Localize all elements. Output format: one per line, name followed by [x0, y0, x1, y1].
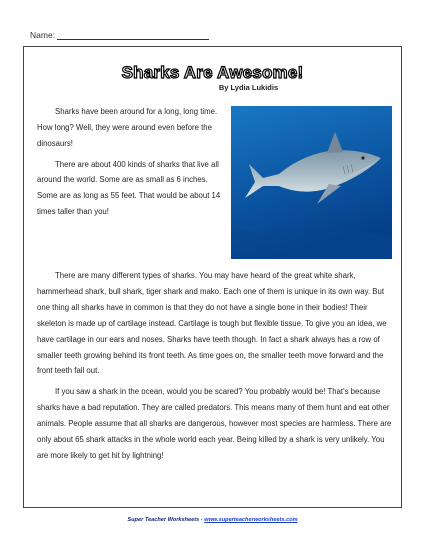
byline: By Lydia Lukidis	[218, 83, 279, 92]
shark-image	[231, 106, 392, 259]
footer-separator: -	[199, 517, 205, 523]
worksheet-frame	[23, 46, 402, 508]
page-title: Sharks Are Awesome!	[121, 63, 304, 82]
shark-photo	[231, 106, 392, 259]
paragraph: If you saw a shark in the ocean, would you be scared? You probably would be! That's because sharks have a bad reputation. They are called predators. This means many of them hunt and eat other animals. People assume that all sharks are dangerous, however most species are harmless. There are only about 65 shark attacks in the whole world each year. Being killed by a shark is very unlikely. You are more likely to get hit by lightning!	[37, 387, 392, 460]
body-text	[37, 268, 393, 468]
footer-url-link[interactable]: www.superteacherworksheets.com	[204, 517, 298, 523]
paragraph: There are about 400 kinds of sharks that live all around the world. Some are as small as 6 inches. Some are as long as 55 feet. That would be about 14 times taller than you!	[37, 159, 221, 217]
paragraph: Sharks have been around for a long, long time. How long? Well, they were around even before the dinosaurs!	[37, 107, 218, 148]
name-blank-line[interactable]	[57, 31, 209, 40]
footer-brand: Super Teacher Worksheets	[127, 517, 200, 523]
name-field[interactable]	[30, 30, 209, 40]
name-label: Name:	[30, 30, 56, 40]
intro-column	[37, 104, 225, 225]
paragraph: There are many different types of sharks. You may have heard of the great white shark, hammerhead shark, bull shark, tiger shark and mako. Each one of them is unique in its own way. But one thing all sharks have in common is that they do not have a single bone in their bodies! Their skeleton is made up of cartilage instead. Cartilage is tough but flexible tissue. To give you an idea, we have cartilage in our ears and noses. Sharks have teeth though. In fact a shark always has a row of smaller teeth growing behind its front teeth. As time goes on, the smaller teeth move forward and the front teeth fall out.	[37, 271, 387, 376]
footer	[0, 517, 425, 523]
